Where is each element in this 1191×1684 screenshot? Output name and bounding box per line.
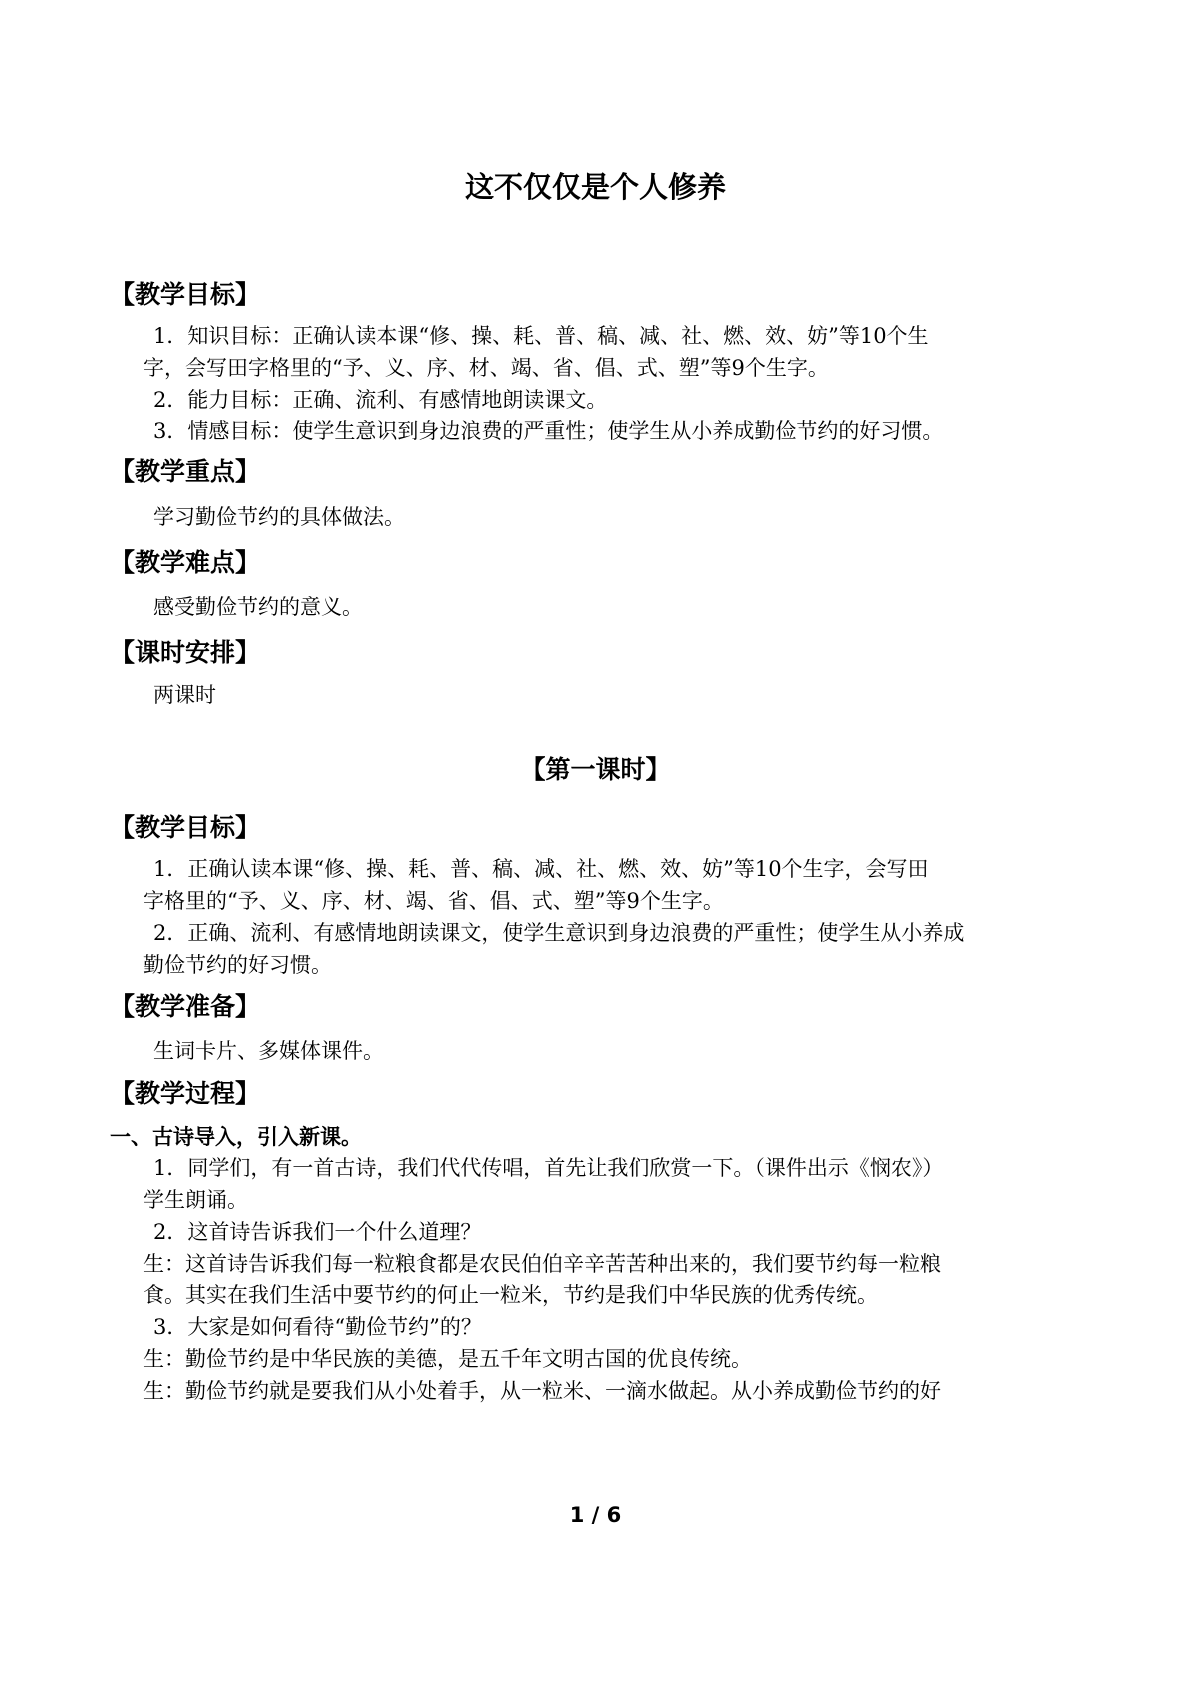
step1-line-4: 生：这首诗告诉我们每一粒粮食都是农民伯伯辛辛苦苦种出来的，我们要节约每一粒粮 xyxy=(143,1252,941,1276)
page-title: 这不仅仅是个人修养 xyxy=(464,170,726,204)
step1-line-3: 2．这首诗告诉我们一个什么道理？ xyxy=(153,1220,482,1244)
step1-line-1: 1．同学们，有一首古诗，我们代代传唱，首先让我们欣赏一下。（课件出示《悯农》） xyxy=(153,1156,944,1180)
step1-line-5: 食。其实在我们生活中要节约的何止一粒米，节约是我们中华民族的优秀传统。 xyxy=(143,1283,878,1307)
section-heading-goals: 【教学目标】 xyxy=(110,280,261,309)
section-heading-key: 【教学重点】 xyxy=(110,457,261,486)
lesson1-goals-line-3: 2．正确、流利、有感情地朗读课文，使学生意识到身边浪费的严重性；使学生从小养成 xyxy=(153,921,965,945)
lesson1-process-heading: 【教学过程】 xyxy=(110,1079,261,1108)
lesson1-goals-line-4: 勤俭节约的好习惯。 xyxy=(143,953,332,977)
lesson1-prep-text: 生词卡片、多媒体课件。 xyxy=(153,1039,384,1063)
goals-line-4: 3．情感目标：使学生意识到身边浪费的严重性；使学生从小养成勤俭节约的好习惯。 xyxy=(153,419,944,443)
lesson1-goals-line-2: 字格里的“予、义、序、材、竭、省、倡、式、塑”等9个生字。 xyxy=(143,889,724,913)
section-heading-difficulty: 【教学难点】 xyxy=(110,548,261,577)
goals-line-2: 字，会写田字格里的“予、义、序、材、竭、省、倡、式、塑”等9个生字。 xyxy=(143,356,829,380)
step1-line-7: 生：勤俭节约是中华民族的美德，是五千年文明古国的优良传统。 xyxy=(143,1347,752,1371)
schedule-text: 两课时 xyxy=(153,683,216,707)
step1-heading: 一、古诗导入，引入新课。 xyxy=(110,1125,362,1149)
key-text: 学习勤俭节约的具体做法。 xyxy=(153,505,405,529)
page-number: 1 / 6 xyxy=(569,1503,622,1527)
lesson1-goals-heading: 【教学目标】 xyxy=(110,813,261,842)
lesson1-heading: 【第一课时】 xyxy=(520,755,671,784)
difficulty-text: 感受勤俭节约的意义。 xyxy=(153,595,363,619)
lesson1-prep-heading: 【教学准备】 xyxy=(110,992,261,1021)
goals-line-1: 1．知识目标：正确认读本课“修、操、耗、普、稿、减、社、燃、效、妨”等10个生 xyxy=(153,324,929,348)
goals-line-3: 2．能力目标：正确、流利、有感情地朗读课文。 xyxy=(153,388,608,412)
lesson1-goals-line-1: 1．正确认读本课“修、操、耗、普、稿、减、社、燃、效、妨”等10个生字，会写田 xyxy=(153,857,929,881)
step1-line-8: 生：勤俭节约就是要我们从小处着手，从一粒米、一滴水做起。从小养成勤俭节约的好 xyxy=(143,1379,941,1403)
section-heading-schedule: 【课时安排】 xyxy=(110,638,261,667)
step1-line-2: 学生朗诵。 xyxy=(143,1188,248,1212)
step1-line-6: 3．大家是如何看待“勤俭节约”的？ xyxy=(153,1315,482,1339)
